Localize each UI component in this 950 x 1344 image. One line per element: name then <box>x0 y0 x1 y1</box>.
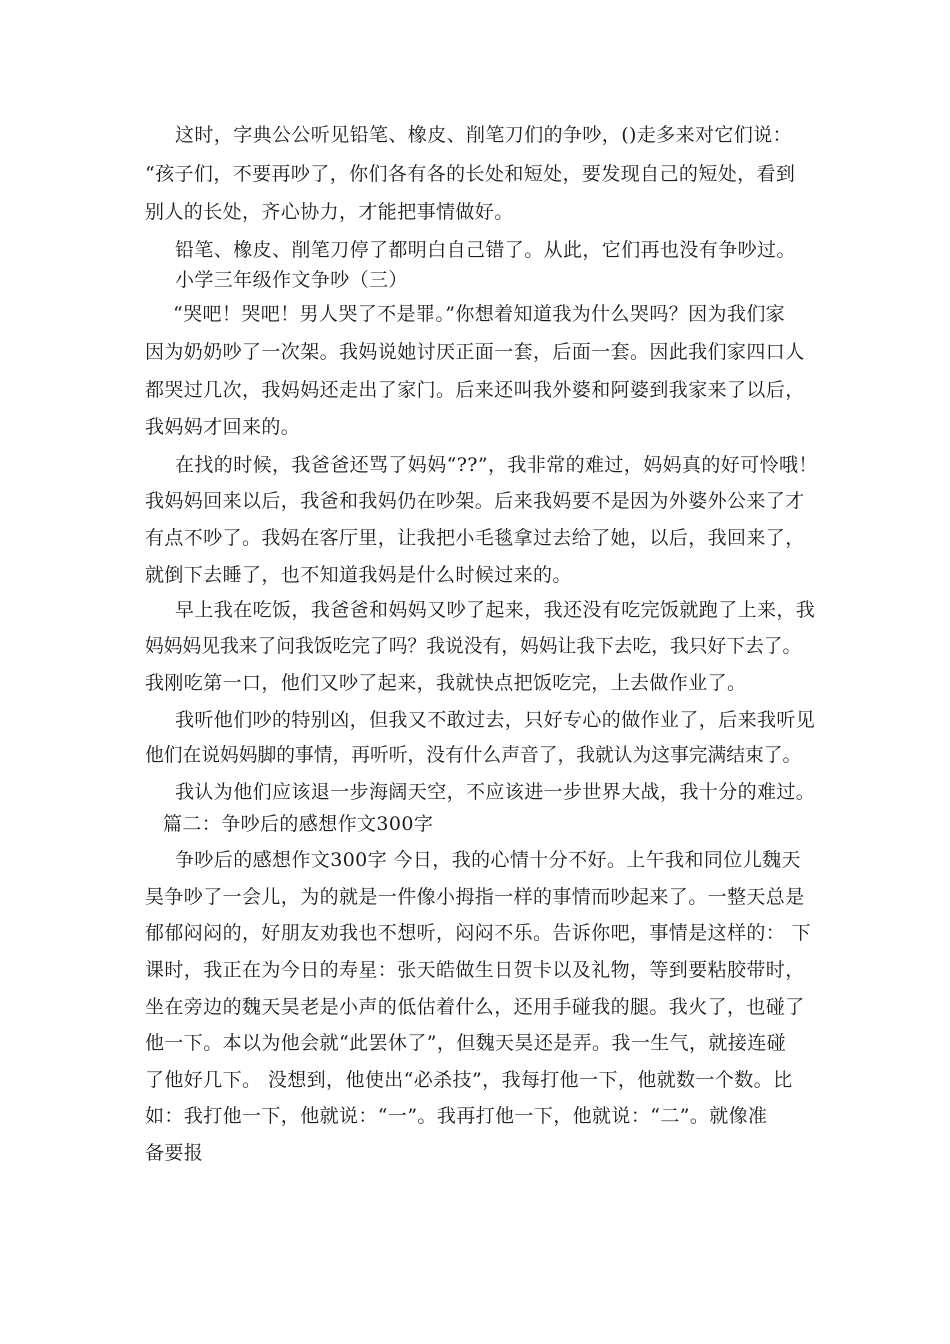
text-line: 如：我打他一下，他就说：“一”。我再打他一下，他就说：“二”。就像准 <box>145 1105 768 1127</box>
text-line: 有点不吵了。我妈在客厅里，让我把小毛毯拿过去给了她，以后，我回来了， <box>145 527 805 549</box>
text-line: 在找的时候，我爸爸还骂了妈妈“??”，我非常的难过，妈妈真的好可怜哦！ <box>175 454 818 476</box>
text-line: “孩子们，不要再吵了，你们各有各的长处和短处，要发现自己的短处，看到 <box>145 163 796 185</box>
text-line: “哭吧！哭吧！男人哭了不是罪。”你想着知道我为什么哭吗？因为我们家 <box>173 303 786 325</box>
text-line: 备要报 <box>145 1142 204 1164</box>
text-line: 了他好几下。 没想到，他使出“必杀技”，我每打他一下，他就数一个数。比 <box>145 1069 793 1091</box>
text-line: 他一下。本以为他会就“此罢休了”，但魏天昊还是弄。我一生气，就接连碰 <box>145 1032 787 1054</box>
text-line: 课时，我正在为今日的寿星：张天皓做生日贺卡以及礼物，等到要粘胶带时， <box>145 959 805 981</box>
text-line: 因为奶奶吵了一次架。我妈说她讨厌正面一套，后面一套。因此我们家四口人 <box>145 341 805 363</box>
text-line: 别人的长处，齐心协力，才能把事情做好。 <box>145 201 514 223</box>
text-line: 就倒下去睡了，也不知道我妈是什么时候过来的。 <box>145 564 572 586</box>
text-line: 妈妈妈见我来了问我饭吃完了吗？我说没有，妈妈让我下去吃，我只好下去了。 <box>145 636 802 657</box>
text-line: 我听他们吵的特别凶，但我又不敢过去，只好专心的做作业了，后来我听见 <box>175 709 816 731</box>
text-line: 郁郁闷闷的，好朋友劝我也不想听，闷闷不乐。告诉你吧，事情是这样的： 下 <box>145 922 812 944</box>
section-heading: 篇二：争吵后的感想作文300字 <box>163 813 434 835</box>
text-line: 坐在旁边的魏天昊老是小声的低估着什么，还用手碰我的腿。我火了，也碰了 <box>145 996 805 1018</box>
text-line: 我妈妈回来以后，我爸和我妈仍在吵架。后来我妈要不是因为外婆外公来了才 <box>145 490 805 512</box>
text-line: 他们在说妈妈脚的事情，再听听，没有什么声音了，我就认为这事完满结束了。 <box>145 745 802 766</box>
text-line: 我妈妈才回来的。 <box>145 416 301 438</box>
text-line: 争吵后的感想作文300字 今日，我的心情十分不好。上午我和同位儿魏天 <box>175 849 801 871</box>
text-line: 我刚吃第一口，他们又吵了起来，我就快点把饭吃完，上去做作业了。 <box>145 672 747 694</box>
text-line: 我认为他们应该退一步海阔天空，不应该进一步世界大战，我十分的难过。 <box>175 781 816 803</box>
text-line: 早上我在吃饭，我爸爸和妈妈又吵了起来，我还没有吃完饭就跑了上来，我 <box>175 599 816 621</box>
text-line: 这时，字典公公听见铅笔、橡皮、削笔刀们的争吵，()走多来对它们说： <box>175 124 793 146</box>
text-line: 铅笔、橡皮、削笔刀停了都明白自己错了。从此，它们再也没有争吵过。 <box>175 239 796 261</box>
text-line: 都哭过几次，我妈妈还走出了家门。后来还叫我外婆和阿婆到我家来了以后， <box>145 379 805 401</box>
section-heading: 小学三年级作文争吵（三） <box>175 269 408 291</box>
text-line: 昊争吵了一会儿，为的就是一件像小拇指一样的事情而吵起来了。一整天总是 <box>145 886 805 908</box>
